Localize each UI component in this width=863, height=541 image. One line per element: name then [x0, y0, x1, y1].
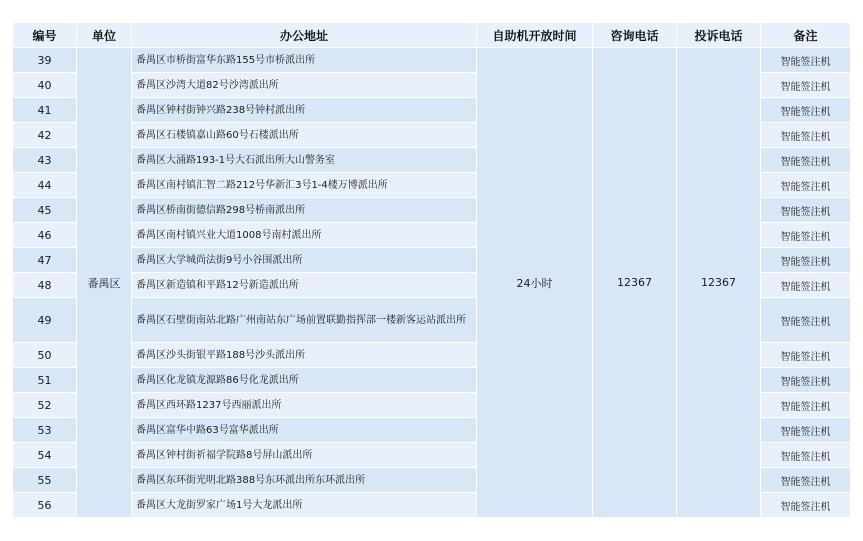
row-id: 47 [13, 248, 77, 273]
row-address: 番禺区化龙镇龙源路86号化龙派出所 [132, 368, 477, 393]
row-note: 智能签注机 [761, 148, 851, 173]
row-note: 智能签注机 [761, 123, 851, 148]
header-hours: 自助机开放时间 [477, 23, 593, 48]
row-note: 智能签注机 [761, 343, 851, 368]
row-address: 番禺区钟村街祈福学院路8号屏山派出所 [132, 443, 477, 468]
row-id: 48 [13, 273, 77, 298]
row-note: 智能签注机 [761, 468, 851, 493]
row-id: 42 [13, 123, 77, 148]
row-address: 番禺区大龙街罗家广场1号大龙派出所 [132, 493, 477, 518]
consult-phone-cell: 12367 [593, 48, 677, 518]
row-id: 46 [13, 223, 77, 248]
row-address: 番禺区东环街光明北路388号东环派出所东环派出所 [132, 468, 477, 493]
row-id: 53 [13, 418, 77, 443]
row-note: 智能签注机 [761, 248, 851, 273]
row-id: 55 [13, 468, 77, 493]
row-note: 智能签注机 [761, 393, 851, 418]
row-address: 番禺区沙头街银平路188号沙头派出所 [132, 343, 477, 368]
header-row [13, 23, 851, 48]
row-address: 番禺区南村镇汇智二路212号华新汇3号1-4楼万博派出所 [132, 173, 477, 198]
row-id: 50 [13, 343, 77, 368]
row-id: 49 [13, 298, 77, 343]
row-note: 智能签注机 [761, 173, 851, 198]
row-note: 智能签注机 [761, 298, 851, 343]
row-id: 52 [13, 393, 77, 418]
row-note: 智能签注机 [761, 443, 851, 468]
complaint-phone-cell: 12367 [677, 48, 761, 518]
row-address: 番禺区西环路1237号西丽派出所 [132, 393, 477, 418]
row-note: 智能签注机 [761, 273, 851, 298]
row-note: 智能签注机 [761, 98, 851, 123]
row-id: 45 [13, 198, 77, 223]
row-address: 番禺区南村镇兴业大道1008号南村派出所 [132, 223, 477, 248]
row-address: 番禺区大学城尚法街9号小谷围派出所 [132, 248, 477, 273]
row-id: 39 [13, 48, 77, 73]
row-address: 番禺区新造镇和平路12号新造派出所 [132, 273, 477, 298]
row-note: 智能签注机 [761, 418, 851, 443]
row-id: 40 [13, 73, 77, 98]
row-note: 智能签注机 [761, 493, 851, 518]
hours-cell: 24小时 [477, 48, 593, 518]
row-note: 智能签注机 [761, 223, 851, 248]
row-note: 智能签注机 [761, 48, 851, 73]
row-address: 番禺区沙湾大道82号沙湾派出所 [132, 73, 477, 98]
row-id: 56 [13, 493, 77, 518]
row-id: 54 [13, 443, 77, 468]
row-note: 智能签注机 [761, 73, 851, 98]
unit-cell: 番禺区 [77, 48, 132, 518]
row-address: 番禺区市桥街富华东路155号市桥派出所 [132, 48, 477, 73]
office-table [12, 22, 851, 518]
row-id: 43 [13, 148, 77, 173]
header-complaint-phone: 投诉电话 [677, 23, 761, 48]
header-consult-phone: 咨询电话 [593, 23, 677, 48]
row-address: 番禺区桥南街德信路298号桥南派出所 [132, 198, 477, 223]
row-note: 智能签注机 [761, 368, 851, 393]
row-address: 番禺区石楼镇嘉山路60号石楼派出所 [132, 123, 477, 148]
row-address: 番禺区石壁街南站北路广州南站东广场前置联勤指挥部一楼新客运站派出所 [132, 298, 477, 343]
header-address: 办公地址 [132, 23, 477, 48]
header-id: 编号 [13, 23, 77, 48]
header-note: 备注 [761, 23, 851, 48]
row-id: 41 [13, 98, 77, 123]
row-address: 番禺区富华中路63号富华派出所 [132, 418, 477, 443]
row-note: 智能签注机 [761, 198, 851, 223]
row-id: 44 [13, 173, 77, 198]
row-address: 番禺区大涌路193-1号大石派出所大山警务室 [132, 148, 477, 173]
table-row [13, 48, 851, 73]
row-address: 番禺区钟村街钟兴路238号钟村派出所 [132, 98, 477, 123]
header-unit: 单位 [77, 23, 132, 48]
row-id: 51 [13, 368, 77, 393]
